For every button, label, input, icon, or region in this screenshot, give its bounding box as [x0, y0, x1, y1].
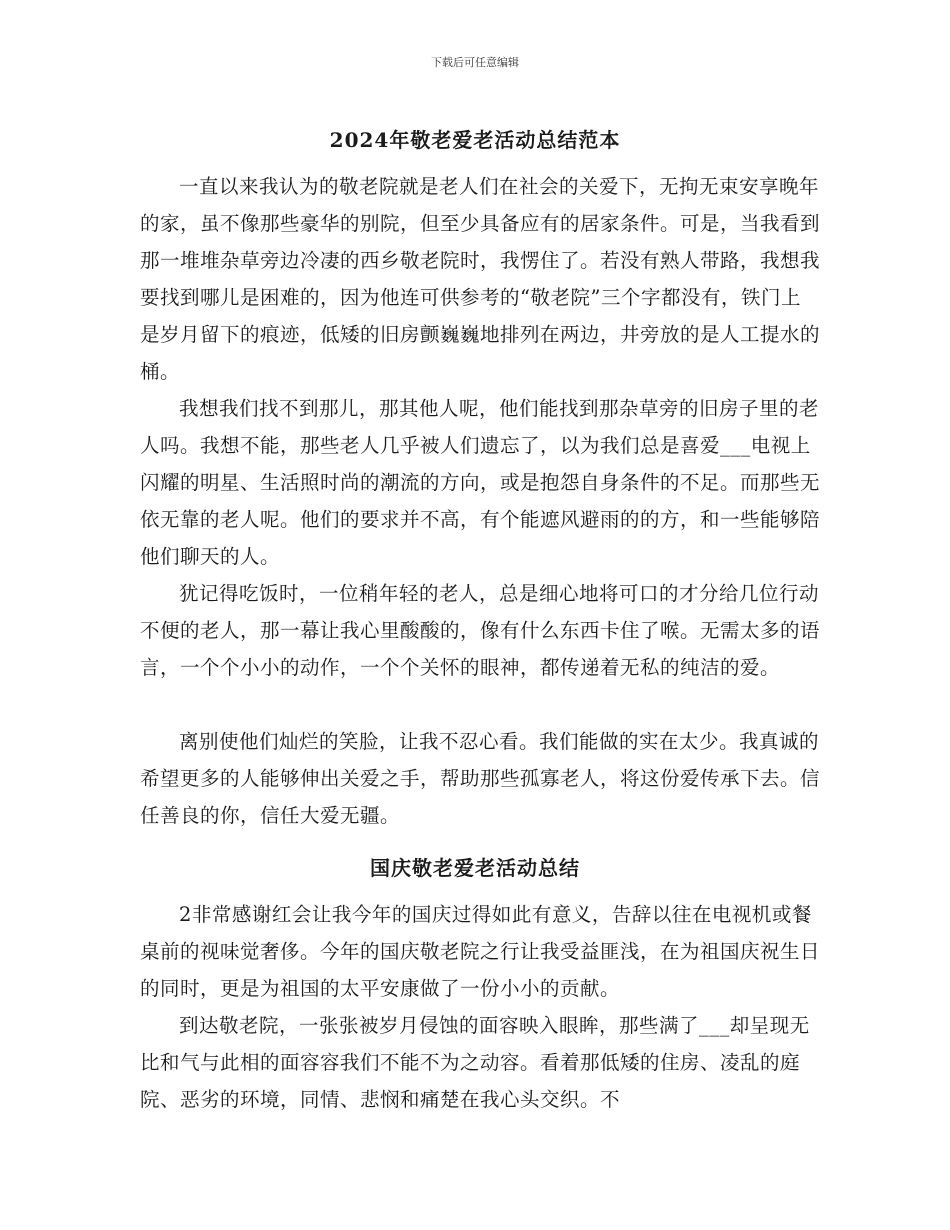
header-note: 下载后可任意编辑	[431, 56, 519, 69]
section-2-paragraph-2: 到达敬老院，一张张被岁月侵蚀的面容映入眼眸，那些满了___却呈现无比和气与此相的面容容我们不能不为之动容。看着那低矮的住房、凌乱的庭院、恶劣的环境，同情、悲悯和痛楚在我心头交织。不	[140, 1014, 810, 1111]
section-1-paragraph-4: 离别使他们灿烂的笑脸，让我不忍心看。我们能做的实在太少。我真诚的希望更多的人能够伸出关爱之手，帮助那些孤寡老人，将这份爱传承下去。信任善良的你，信任大爱无疆。	[140, 730, 821, 827]
section-1-title: 2024年敬老爱老活动总结范本	[329, 128, 621, 152]
section-2-title: 国庆敬老爱老活动总结	[370, 856, 580, 880]
section-1-paragraph-1: 一直以来我认为的敬老院就是老人们在社会的关爱下，无拘无束安享晚年的家，虽不像那些豪华的别院，但至少具备应有的居家条件。可是，当我看到那一堆堆杂草旁边冷凄的西乡敬老院时，我愣住了。若没有熟人带路，我想我要找到哪儿是困难的，因为他连可供参考的“敬老院”三个字都没有，铁门上是岁月留下的痕迹，低矮的旧房颤巍巍地排列在两边，井旁放的是人工提水的桶。	[140, 175, 821, 383]
section-1-paragraph-3: 犹记得吃饭时，一位稍年轻的老人，总是细心地将可口的才分给几位行动不便的老人，那一幕让我心里酸酸的，像有什么东西卡住了喉。无需太多的语言，一个个小小的动作，一个个关怀的眼神，都传递着无私的纯洁的爱。	[140, 582, 821, 679]
section-1-paragraph-2: 我想我们找不到那儿，那其他人呢，他们能找到那杂草旁的旧房子里的老人吗。我想不能，那些老人几乎被人们遗忘了，以为我们总是喜爱___电视上闪耀的明星、生活照时尚的潮流的方向，或是抱怨自身条件的不足。而那些无依无靠的老人呢。他们的要求并不高，有个能遮风避雨的的方，和一些能够陪他们聊天的人。	[140, 397, 821, 568]
section-2-paragraph-1: 2非常感谢红会让我今年的国庆过得如此有意义，告辞以往在电视机或餐桌前的视味觉奢侈。今年的国庆敬老院之行让我受益匪浅，在为祖国庆祝生日的同时，更是为祖国的太平安康做了一份小小的贡献。	[140, 903, 821, 1000]
